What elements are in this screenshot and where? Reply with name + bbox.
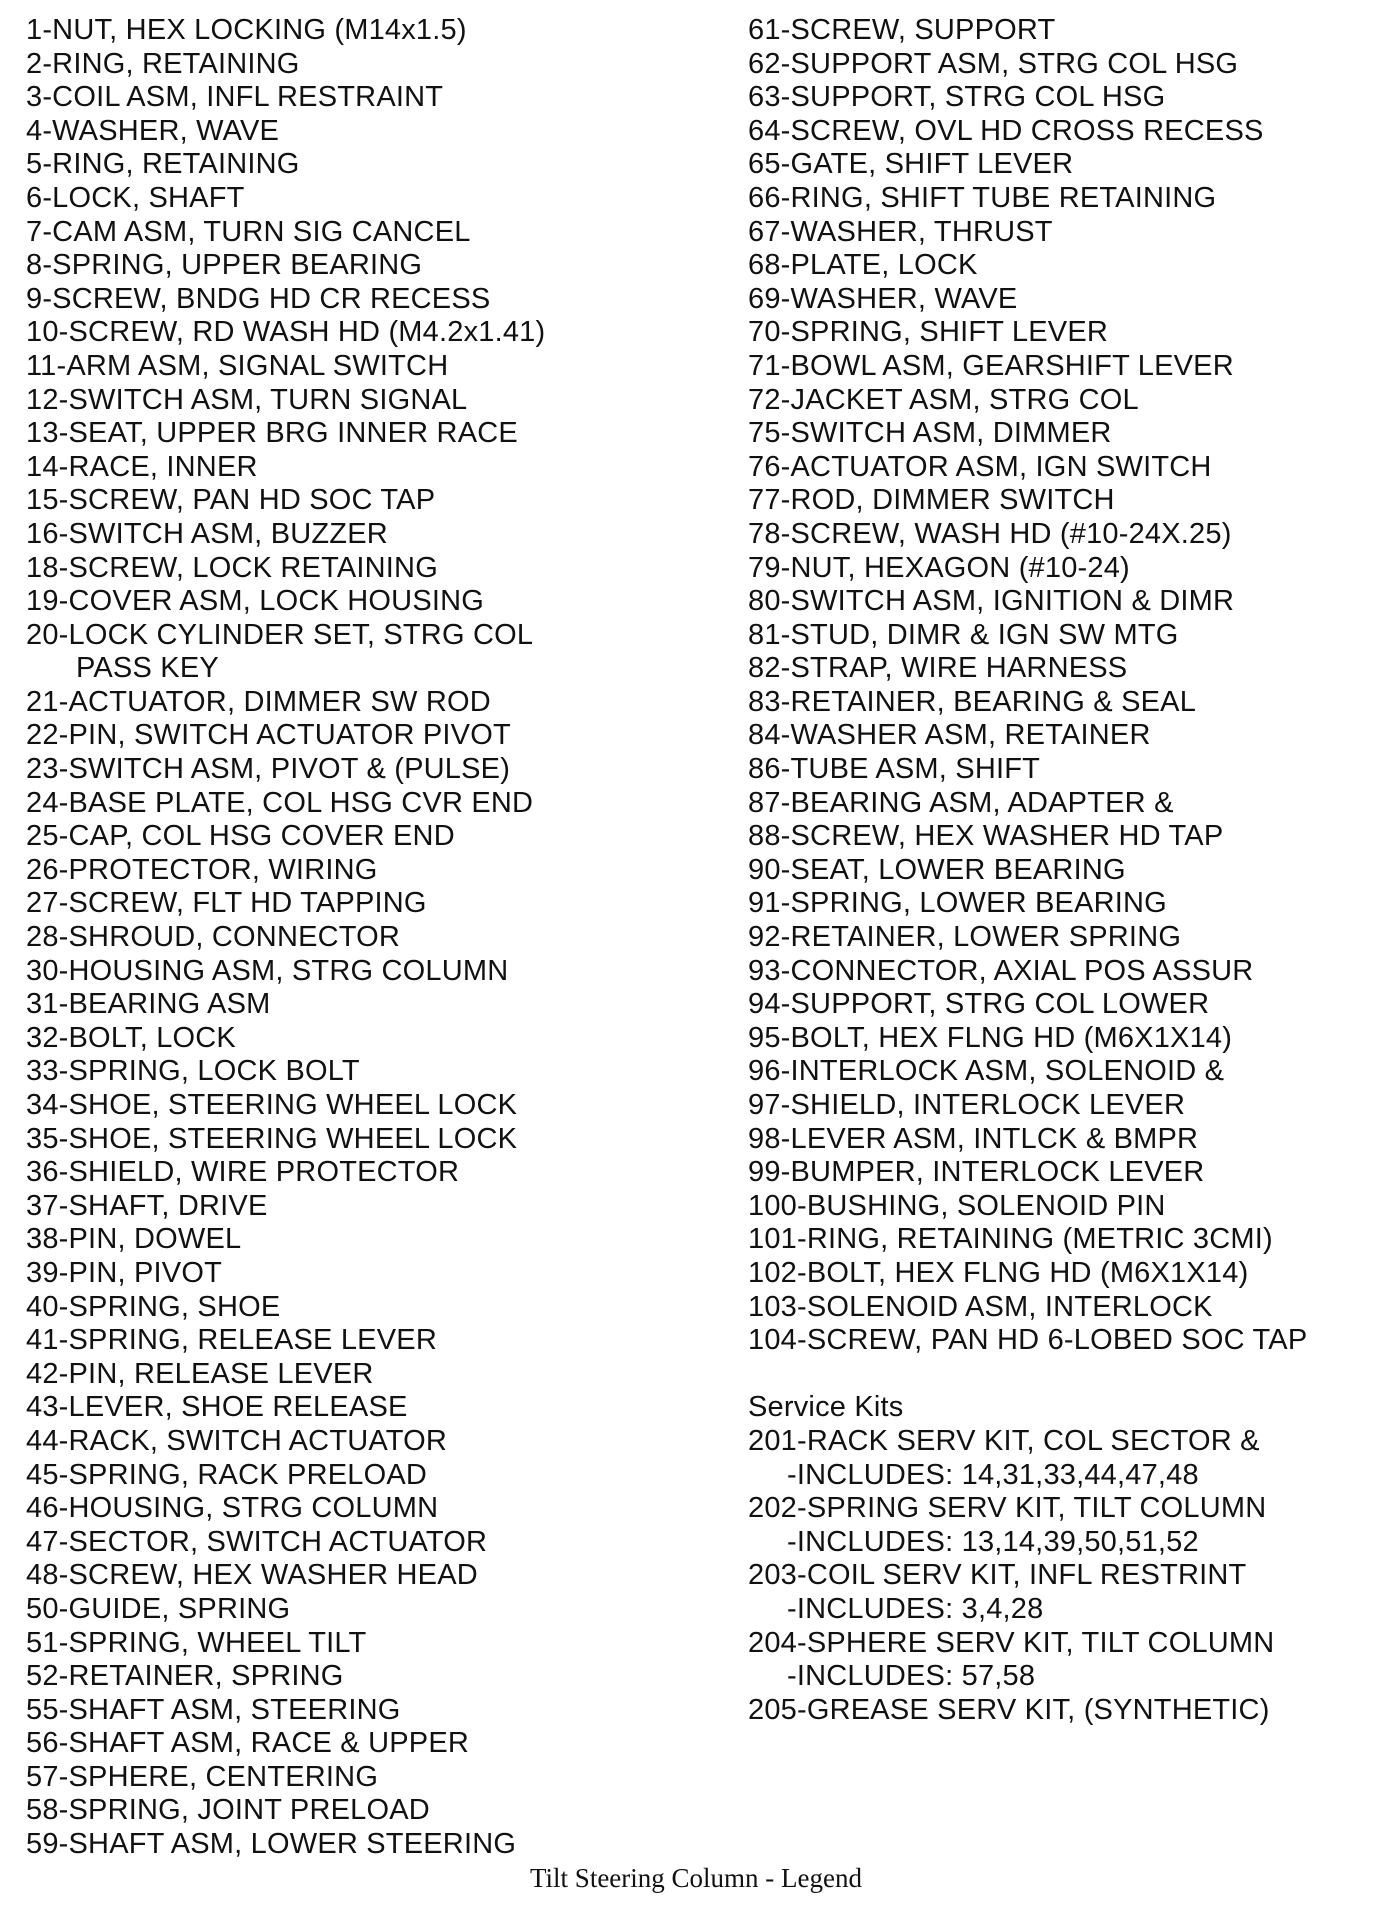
legend-item: 91-SPRING, LOWER BEARING [748,887,1167,920]
legend-item: 10-SCREW, RD WASH HD (M4.2x1.41) [26,316,546,349]
legend-item: 92-RETAINER, LOWER SPRING [748,921,1182,954]
legend-item: 46-HOUSING, STRG COLUMN [26,1492,439,1525]
legend-item: 28-SHROUD, CONNECTOR [26,921,401,954]
service-kits-list [748,1425,1307,1727]
legend-item: 48-SCREW, HEX WASHER HEAD [26,1559,478,1592]
legend-item: 63-SUPPORT, STRG COL HSG [748,81,1166,114]
legend-item: 15-SCREW, PAN HD SOC TAP [26,484,436,517]
legend-item: 47-SECTOR, SWITCH ACTUATOR [26,1525,488,1558]
legend-item: 51-SPRING, WHEEL TILT [26,1626,367,1659]
service-kit-includes: -INCLUDES: 57,58 [787,1660,1036,1693]
legend-item: 84-WASHER ASM, RETAINER [748,719,1151,752]
legend-item: 16-SWITCH ASM, BUZZER [26,517,388,550]
legend-item: 77-ROD, DIMMER SWITCH [748,484,1115,517]
legend-item: 22-PIN, SWITCH ACTUATOR PIVOT [26,719,511,752]
service-kit-includes: -INCLUDES: 3,4,28 [787,1592,1044,1625]
legend-item: 59-SHAFT ASM, LOWER STEERING [26,1828,517,1861]
legend-item: 87-BEARING ASM, ADAPTER & [748,786,1174,819]
legend-item: 52-RETAINER, SPRING [26,1660,344,1693]
legend-item: 95-BOLT, HEX FLNG HD (M6X1X14) [748,1021,1233,1054]
legend-item: 4-WASHER, WAVE [26,114,280,147]
legend-item: 81-STUD, DIMR & IGN SW MTG [748,618,1179,651]
legend-item: 97-SHIELD, INTERLOCK LEVER [748,1089,1186,1121]
legend-item: 64-SCREW, OVL HD CROSS RECESS [748,114,1264,147]
legend-item: 31-BEARING ASM [26,988,271,1021]
legend-item: 79-NUT, HEXAGON (#10-24) [748,551,1130,584]
parts-list-right [748,14,1307,1727]
service-kit-item: 202-SPRING SERV KIT, TILT COLUMN [748,1492,1267,1525]
legend-item: 18-SCREW, LOCK RETAINING [26,551,438,584]
legend-item: 70-SPRING, SHIFT LEVER [748,316,1109,349]
legend-item: 7-CAM ASM, TURN SIG CANCEL [26,215,471,248]
legend-item: 80-SWITCH ASM, IGNITION & DIMR [748,585,1235,618]
figure-caption: Tilt Steering Column - Legend [530,1863,862,1893]
legend-item: 93-CONNECTOR, AXIAL POS ASSUR [748,954,1254,987]
legend-item-continuation: PASS KEY [76,652,219,685]
legend-item: 78-SCREW, WASH HD (#10-24X.25) [748,517,1232,550]
legend-item: 39-PIN, PIVOT [26,1256,222,1289]
legend-item: 6-LOCK, SHAFT [26,181,245,214]
legend-item: 2-RING, RETAINING [26,47,300,80]
legend-item: 69-WASHER, WAVE [748,282,1018,315]
legend-item: 96-INTERLOCK ASM, SOLENOID & [748,1055,1225,1088]
legend-item: 1-NUT, HEX LOCKING (M14x1.5) [26,14,467,46]
legend-item: 13-SEAT, UPPER BRG INNER RACE [26,417,518,450]
legend-item: 40-SPRING, SHOE [26,1290,281,1323]
legend-item: 100-BUSHING, SOLENOID PIN [748,1189,1166,1222]
legend-item: 11-ARM ASM, SIGNAL SWITCH [26,349,449,382]
legend-item: 44-RACK, SWITCH ACTUATOR [26,1424,448,1457]
legend-item: 3-COIL ASM, INFL RESTRAINT [26,81,444,114]
legend-item: 24-BASE PLATE, COL HSG CVR END [26,786,534,819]
service-kit-includes: -INCLUDES: 14,31,33,44,47,48 [787,1458,1199,1491]
legend-item: 27-SCREW, FLT HD TAPPING [26,887,427,920]
legend-item: 99-BUMPER, INTERLOCK LEVER [748,1156,1205,1189]
legend-item: 57-SPHERE, CENTERING [26,1760,379,1793]
service-kit-item: 204-SPHERE SERV KIT, TILT COLUMN [748,1626,1275,1659]
legend-item: 65-GATE, SHIFT LEVER [748,148,1074,181]
service-kit-item: 203-COIL SERV KIT, INFL RESTRINT [748,1559,1247,1592]
legend-item: 98-LEVER ASM, INTLCK & BMPR [748,1122,1199,1155]
legend-item: 21-ACTUATOR, DIMMER SW ROD [26,685,491,718]
legend-item: 83-RETAINER, BEARING & SEAL [748,685,1197,718]
legend-item: 14-RACE, INNER [26,450,258,483]
service-kit-item: 201-RACK SERV KIT, COL SECTOR & [748,1424,1260,1457]
legend-item: 88-SCREW, HEX WASHER HD TAP [748,820,1224,853]
legend-item: 43-LEVER, SHOE RELEASE [26,1391,408,1424]
legend-item: 5-RING, RETAINING [26,148,300,181]
legend-item: 20-LOCK CYLINDER SET, STRG COL [26,618,534,651]
legend-item: 30-HOUSING ASM, STRG COLUMN [26,954,509,987]
legend-item: 37-SHAFT, DRIVE [26,1189,268,1222]
legend-item: 90-SEAT, LOWER BEARING [748,853,1126,886]
legend-item: 19-COVER ASM, LOCK HOUSING [26,585,485,618]
service-kit-includes: -INCLUDES: 13,14,39,50,51,52 [787,1525,1199,1558]
legend-item: 62-SUPPORT ASM, STRG COL HSG [748,47,1239,80]
legend-item: 75-SWITCH ASM, DIMMER [748,417,1112,450]
legend-item: 66-RING, SHIFT TUBE RETAINING [748,181,1217,214]
legend-item: 55-SHAFT ASM, STEERING [26,1693,401,1726]
legend-item: 32-BOLT, LOCK [26,1021,236,1054]
parts-list-right-items [748,14,1307,1358]
legend-item: 26-PROTECTOR, WIRING [26,853,378,886]
legend-item: 56-SHAFT ASM, RACE & UPPER [26,1727,470,1760]
legend-item: 42-PIN, RELEASE LEVER [26,1357,374,1390]
legend-item: 45-SPRING, RACK PRELOAD [26,1458,428,1491]
legend-item: 72-JACKET ASM, STRG COL [748,383,1139,416]
legend-item: 34-SHOE, STEERING WHEEL LOCK [26,1089,518,1121]
legend-item: 82-STRAP, WIRE HARNESS [748,652,1128,685]
legend-item: 104-SCREW, PAN HD 6-LOBED SOC TAP [748,1324,1308,1357]
service-kits-heading: Service Kits [748,1391,904,1424]
legend-item: 67-WASHER, THRUST [748,215,1053,248]
legend-item: 86-TUBE ASM, SHIFT [748,753,1041,786]
service-kit-item: 205-GREASE SERV KIT, (SYNTHETIC) [748,1693,1270,1726]
parts-list-left [26,14,545,1862]
legend-item: 8-SPRING, UPPER BEARING [26,249,423,282]
legend-item: 103-SOLENOID ASM, INTERLOCK [748,1290,1213,1323]
legend-item: 38-PIN, DOWEL [26,1223,242,1256]
legend-item: 36-SHIELD, WIRE PROTECTOR [26,1156,460,1189]
legend-item: 50-GUIDE, SPRING [26,1592,291,1625]
legend-item: 41-SPRING, RELEASE LEVER [26,1324,437,1357]
legend-item: 33-SPRING, LOCK BOLT [26,1055,360,1088]
legend-item: 58-SPRING, JOINT PRELOAD [26,1794,430,1827]
legend-item: 102-BOLT, HEX FLNG HD (M6X1X14) [748,1256,1249,1289]
legend-item: 76-ACTUATOR ASM, IGN SWITCH [748,450,1212,483]
legend-item: 94-SUPPORT, STRG COL LOWER [748,988,1210,1021]
legend-item: 12-SWITCH ASM, TURN SIGNAL [26,383,468,416]
legend-item: 25-CAP, COL HSG COVER END [26,820,455,853]
legend-item: 101-RING, RETAINING (METRIC 3CMI) [748,1223,1273,1256]
legend-item: 23-SWITCH ASM, PIVOT & (PULSE) [26,753,511,786]
legend-item: 35-SHOE, STEERING WHEEL LOCK [26,1122,518,1155]
legend-item: 61-SCREW, SUPPORT [748,14,1056,46]
legend-item: 68-PLATE, LOCK [748,249,978,282]
legend-item: 71-BOWL ASM, GEARSHIFT LEVER [748,349,1234,382]
legend-item: 9-SCREW, BNDG HD CR RECESS [26,282,491,315]
